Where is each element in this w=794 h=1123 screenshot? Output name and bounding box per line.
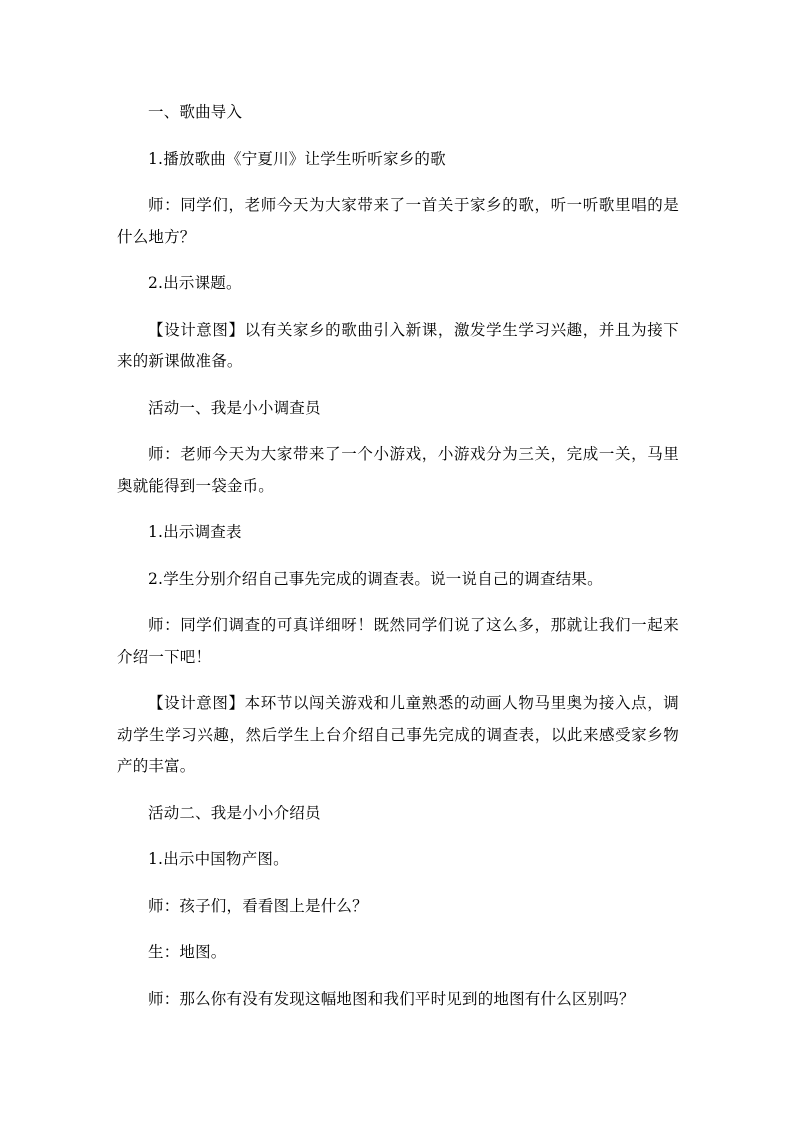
teacher-line: 师：那么你有没有发现这幅地图和我们平时见到的地图有什么区别吗？ — [148, 989, 635, 1008]
teacher-line: 师：老师今天为大家带来了一个小游戏，小游戏分为三关，完成一关，马里奥就能得到一袋金币。 — [117, 445, 679, 495]
student-line: 生：地图。 — [148, 943, 227, 961]
design-intent: 【设计意图】本环节以闯关游戏和儿童熟悉的动画人物马里奥为接入点，调动学生学习兴趣，然后学生上台介绍自己事先完成的调查表，以此来感受家乡物产的丰富。 — [117, 694, 679, 775]
teacher-line: 师：同学们，老师今天为大家带来了一首关于家乡的歌，听一听歌里唱的是什么地方？ — [117, 196, 679, 246]
section-heading-activity-two: 活动二、我是小小介绍员 — [148, 803, 321, 822]
section-heading-activity-one: 活动一、我是小小调查员 — [148, 398, 321, 417]
teacher-line: 师：孩子们，看看图上是什么？ — [148, 896, 368, 915]
step-show-map: 1.出示中国物产图。 — [148, 850, 289, 868]
step-play-song: 1.播放歌曲《宁夏川》让学生听听家乡的歌 — [148, 149, 446, 168]
step-show-survey: 1.出示调查表 — [148, 523, 242, 541]
step-students-present: 2.学生分别介绍自己事先完成的调查表。说一说自己的调查结果。 — [148, 569, 603, 588]
step-show-title: 2.出示课题。 — [148, 274, 242, 292]
section-heading-song-intro: 一、歌曲导入 — [148, 103, 243, 121]
document-body — [117, 97, 679, 1030]
design-intent: 【设计意图】以有关家乡的歌曲引入新课，激发学生学习兴趣，并且为接下来的新课做准备。 — [117, 320, 679, 370]
teacher-line: 师：同学们调查的可真详细呀！既然同学们说了这么多，那就让我们一起来介绍一下吧！ — [117, 616, 679, 666]
